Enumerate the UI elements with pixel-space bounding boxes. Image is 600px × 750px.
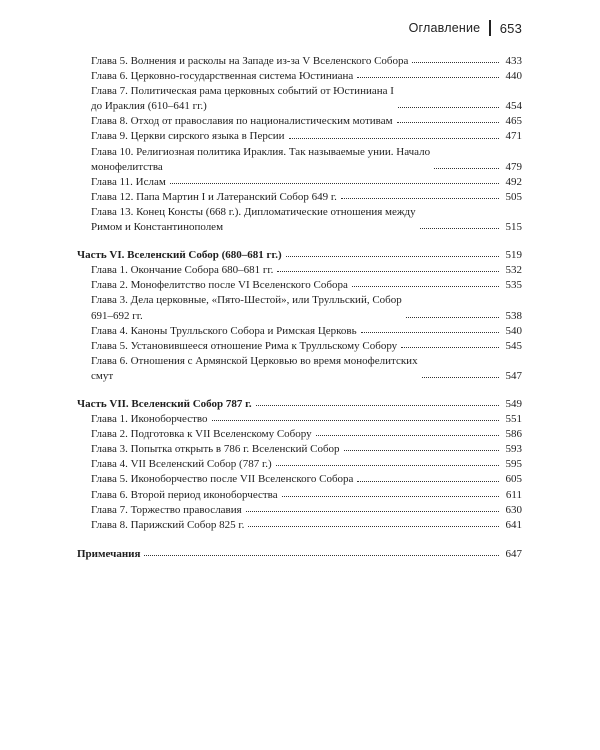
leader-dots <box>170 182 499 184</box>
toc-entry-page: 593 <box>505 443 522 456</box>
toc-part-title: Часть VII. Вселенский Собор 787 г. <box>77 397 252 410</box>
leader-dots <box>144 554 499 556</box>
toc-entry-title: Глава 5. Иконоборчество после VII Вселенского Собора <box>91 473 354 486</box>
toc-entry <box>77 427 522 442</box>
toc-entry-title: Глава 5. Волнения и расколы на Западе из-за V Вселенского Собора <box>91 55 409 67</box>
leader-dots <box>434 167 499 169</box>
leader-dots <box>246 510 499 512</box>
toc-entry <box>77 145 522 175</box>
toc-entry <box>77 205 522 235</box>
toc-entry <box>77 175 522 190</box>
toc-part-entry <box>77 248 522 263</box>
toc-entry-title <box>91 84 394 114</box>
toc-entry <box>77 472 522 487</box>
toc-entry-title-line1: Глава 7. Политическая рама церковных событий от Юстиниана I <box>91 85 394 98</box>
toc-entry-title-line2: до Ираклия (610–641 гг.) <box>91 100 207 113</box>
toc-entry-page: 440 <box>505 70 522 83</box>
toc-entry-title-line2: Римом и Константинополем <box>91 221 224 234</box>
toc-entry-page: 630 <box>505 503 522 516</box>
toc-entry-title: Глава 4. VII Вселенский Собор (787 г.) <box>91 458 272 471</box>
toc-entry-page: 595 <box>505 458 522 471</box>
toc-entry-title: Глава 4. Каноны Трулльского Собора и Римская Церковь <box>91 324 357 337</box>
page-number: 653 <box>499 20 522 36</box>
toc-entry-page: 454 <box>505 100 522 113</box>
toc-entry-page: 545 <box>505 339 522 352</box>
toc-entry <box>77 324 522 339</box>
toc-entry <box>77 84 522 114</box>
toc-entry <box>77 190 522 205</box>
toc-entry-page: 605 <box>505 473 522 486</box>
toc-entry-page: 547 <box>505 369 522 382</box>
toc-entry-page: 515 <box>505 221 522 234</box>
toc-entry-title-line1: Глава 13. Конец Консты (668 г.). Дипломатические отношения между <box>91 205 416 218</box>
leader-dots <box>289 137 499 139</box>
toc-entry <box>77 503 522 518</box>
toc-entry-page: 538 <box>505 309 522 322</box>
leader-dots <box>398 106 499 108</box>
toc-part-title: Часть VI. Вселенский Собор (680–681 гг.) <box>77 249 282 262</box>
toc-entry-title-line1: Глава 10. Религиозная политика Ираклия. Так называемые унии. Начало <box>91 145 431 158</box>
toc-entry-title <box>91 293 402 323</box>
toc-entry-title: Глава 5. Установившееся отношение Рима к Трулльскому Собору <box>91 339 398 352</box>
toc-entry-page: 586 <box>505 428 522 441</box>
toc-entry-title: Глава 8. Отход от православия по националистическим мотивам <box>91 115 393 128</box>
toc-entry <box>77 339 522 354</box>
toc-entry <box>77 354 522 384</box>
toc-entry-page: 551 <box>505 413 522 426</box>
toc-notes-entry <box>77 547 522 562</box>
toc-entry-title: Глава 6. Церковно-государственная система Юстиниана <box>91 70 354 83</box>
toc-entry <box>77 129 522 144</box>
toc-entry <box>77 69 522 84</box>
toc-entry-title-line1: Глава 6. Отношения с Армянской Церковью во время монофелитских <box>91 354 418 367</box>
toc-entry-title <box>91 205 416 235</box>
toc-entry-page: 465 <box>505 115 522 128</box>
toc-entry <box>77 442 522 457</box>
toc-entry-title: Глава 2. Подготовка к VII Вселенскому Собору <box>91 428 312 441</box>
toc-entry <box>77 488 522 503</box>
toc-entry-page: 433 <box>505 55 522 67</box>
running-head <box>409 20 522 36</box>
toc-entry-title: Глава 8. Парижский Собор 825 г. <box>91 518 245 531</box>
leader-dots <box>248 525 499 527</box>
toc-part-entry <box>77 397 522 412</box>
toc-entry-page: 505 <box>505 190 522 203</box>
toc-entry <box>77 54 522 69</box>
leader-dots <box>401 346 499 348</box>
toc-entry-page: 611 <box>505 488 522 501</box>
toc-entry-page: 641 <box>505 518 522 531</box>
toc-entry-title: Глава 7. Торжество православия <box>91 503 242 516</box>
leader-dots <box>357 76 499 78</box>
toc-entry-title-line1: Глава 3. Дела церковные, «Пято-Шестой», или Трулльский, Собор <box>91 294 402 307</box>
leader-dots <box>277 270 499 272</box>
spacer <box>77 384 522 397</box>
toc-entry <box>77 278 522 293</box>
leader-dots <box>422 376 499 378</box>
toc-entry <box>77 518 522 533</box>
leader-dots <box>282 495 499 497</box>
toc-part-page: 549 <box>505 397 522 410</box>
toc-entry-title: Глава 11. Ислам <box>91 175 166 188</box>
section-title: Оглавление <box>408 21 481 35</box>
toc-entry-page: 540 <box>505 324 522 337</box>
leader-dots <box>316 434 499 436</box>
toc-entry-title <box>91 354 418 384</box>
spacer <box>77 533 522 547</box>
toc-entry-title: Глава 3. Попытка открыть в 786 г. Вселенский Собор <box>91 443 340 456</box>
toc-entry-title <box>91 145 430 175</box>
toc-entry-title-line2: 691–692 гг. <box>91 309 143 322</box>
toc-entry-title-line2: смут <box>91 369 114 382</box>
leader-dots <box>286 255 499 257</box>
header-divider <box>489 20 490 36</box>
leader-dots <box>397 121 499 123</box>
toc-entry-title: Глава 1. Окончание Собора 680–681 гг. <box>91 264 274 277</box>
toc-entry-title: Глава 2. Монофелитство после VI Вселенского Собора <box>91 279 348 292</box>
leader-dots <box>406 316 499 318</box>
toc-notes-page: 647 <box>505 547 522 560</box>
table-of-contents <box>77 54 522 562</box>
leader-dots <box>341 197 499 199</box>
toc-entry <box>77 293 522 323</box>
leader-dots <box>212 419 499 421</box>
leader-dots <box>420 227 499 229</box>
leader-dots <box>276 464 499 466</box>
leader-dots <box>352 285 499 287</box>
toc-entry-title: Глава 1. Иконоборчество <box>91 413 208 426</box>
toc-entry <box>77 457 522 472</box>
toc-entry-page: 492 <box>505 175 522 188</box>
toc-entry-title: Глава 12. Папа Мартин I и Латеранский Собор 649 г. <box>91 190 337 203</box>
toc-entry-title-line2: монофелитства <box>91 160 163 173</box>
leader-dots <box>344 449 499 451</box>
toc-entry <box>77 114 522 129</box>
toc-entry-title: Глава 6. Второй период иконоборчества <box>91 488 278 501</box>
toc-entry-page: 535 <box>505 279 522 292</box>
leader-dots <box>357 480 499 482</box>
toc-entry-page: 471 <box>505 130 522 143</box>
toc-entry-page: 532 <box>505 264 522 277</box>
spacer <box>77 235 522 248</box>
toc-entry-title: Глава 9. Церкви сирского языка в Персии <box>91 130 285 143</box>
toc-part-page: 519 <box>505 249 522 262</box>
toc-entry <box>77 263 522 278</box>
leader-dots <box>361 331 499 333</box>
toc-notes-title: Примечания <box>77 547 141 560</box>
toc-entry <box>77 412 522 427</box>
leader-dots <box>256 404 499 406</box>
leader-dots <box>412 61 499 63</box>
toc-entry-page: 479 <box>505 160 522 173</box>
